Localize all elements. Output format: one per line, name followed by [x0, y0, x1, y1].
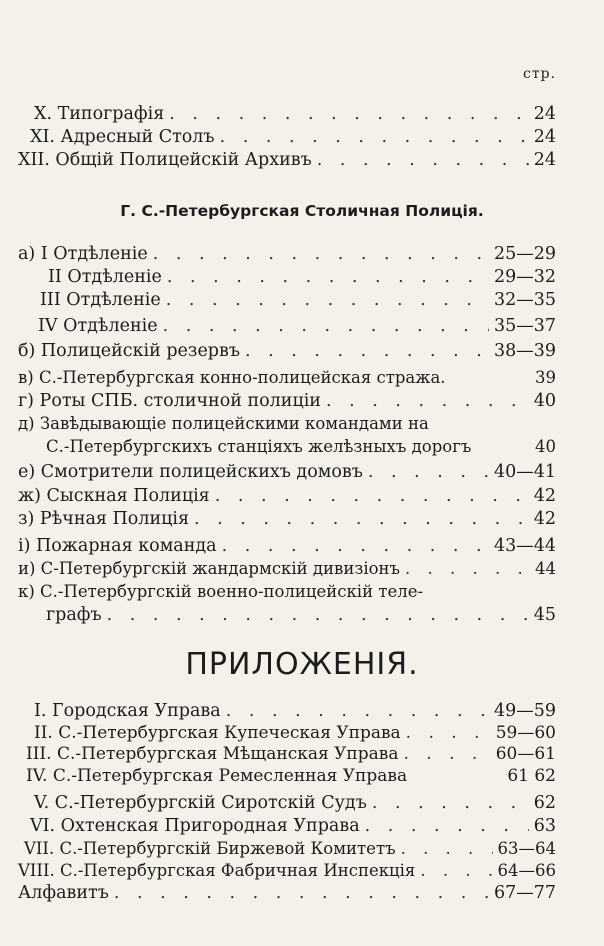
- toc-entry: [18, 126, 556, 148]
- leader-dots: [326, 390, 529, 412]
- entry-label: V. С.-Петербургскій Сиротскій Судъ: [34, 793, 367, 813]
- entry-page: 60—61: [495, 744, 556, 764]
- entry-page: 24: [533, 127, 556, 147]
- entry-page: 42: [533, 486, 556, 506]
- entry-label: графъ: [46, 605, 102, 625]
- entry-page: 45: [533, 605, 556, 625]
- leader-dots: [166, 289, 489, 311]
- entry-page: 42: [533, 509, 556, 529]
- entry-label: XI. Адресный Столъ: [30, 127, 215, 147]
- toc-entry: [18, 882, 556, 904]
- toc-entry: [18, 103, 556, 125]
- leader-dots: [245, 340, 489, 362]
- entry-page: 40: [535, 437, 556, 456]
- entry-label: VII. С.-Петербургскій Биржевой Комитетъ: [24, 839, 396, 858]
- entry-label: С.-Петербургскихъ станціяхъ желѣзныхъ дорогъ: [46, 437, 472, 456]
- leader-dots: [107, 604, 529, 626]
- entry-page: 29—32: [493, 267, 556, 287]
- toc-entry: [18, 436, 556, 458]
- entry-page: 62: [533, 793, 556, 813]
- leader-dots: [169, 103, 528, 125]
- toc-entry: [18, 792, 556, 814]
- leader-dots: [220, 126, 529, 148]
- leader-dots: [372, 792, 529, 814]
- toc-entry: [18, 743, 556, 765]
- leader-dots: [167, 266, 489, 288]
- entry-page: 40: [533, 391, 556, 411]
- entry-label: з) Рѣчная Полиція: [18, 509, 190, 529]
- entry-label: III. С.-Петербургская Мѣщанская Управа: [26, 744, 399, 764]
- toc-entry: [18, 485, 556, 507]
- toc-entry: [18, 149, 556, 171]
- entry-page: 40—41: [493, 462, 556, 482]
- toc-entry: [18, 535, 556, 557]
- toc-entry: [18, 508, 556, 530]
- entry-label: IV Отдѣленіе: [38, 316, 158, 336]
- entry-page: 64—66: [497, 861, 556, 880]
- toc-entry: [18, 243, 556, 265]
- toc-entry: [18, 315, 556, 337]
- toc-entry: [18, 289, 556, 311]
- leader-dots: [368, 461, 489, 483]
- entry-label: X. Типографія: [34, 104, 165, 124]
- entry-page: 32—35: [493, 290, 556, 310]
- leader-dots: [420, 860, 492, 882]
- toc-entry: [18, 367, 556, 389]
- toc-entry: [18, 722, 556, 744]
- entry-label: IV. С.-Петербургская Ремесленная Управа: [26, 766, 408, 786]
- entry-label: II Отдѣленіе: [48, 267, 162, 287]
- entry-page: 43—44: [493, 536, 556, 556]
- entry-page: 63: [533, 816, 556, 836]
- toc-entry: [18, 340, 556, 362]
- entry-page: 39: [535, 368, 556, 387]
- leader-dots: [222, 535, 489, 557]
- entry-label: д) Завѣдывающіе полицейскими командами на: [18, 414, 429, 433]
- entry-page: 63—64: [497, 839, 556, 858]
- leader-dots: [153, 243, 489, 265]
- toc-entry: [18, 860, 556, 882]
- entry-page: 25—29: [493, 244, 556, 264]
- leader-dots: [406, 722, 491, 744]
- entry-label: б) Полицейскій резервъ: [18, 341, 240, 361]
- entry-label: а) I Отдѣленіе: [18, 244, 148, 264]
- toc-entry: [18, 581, 556, 603]
- toc-entry: [18, 558, 556, 580]
- entry-page: 24: [533, 104, 556, 124]
- entry-page: 35—37: [493, 316, 556, 336]
- leader-dots: [194, 508, 529, 530]
- toc-entry: [18, 838, 556, 860]
- entry-label: III Отдѣленіе: [40, 290, 161, 310]
- leader-dots: [401, 838, 493, 860]
- leader-dots: [163, 315, 489, 337]
- entry-page: 59—60: [495, 723, 556, 743]
- entry-page: 38—39: [493, 341, 556, 361]
- appendix-heading: ПРИЛОЖЕНІЯ.: [185, 647, 419, 682]
- entry-label: і) Пожарная команда: [18, 536, 217, 556]
- entry-label: г) Роты СПБ. столичной полиціи: [18, 391, 321, 411]
- entry-label: Алфавитъ: [18, 883, 109, 903]
- entry-label: в) С.-Петербургская конно-полицейская стража.: [18, 368, 446, 387]
- toc-entry: [18, 413, 556, 435]
- entry-label: II. С.-Петербургская Купеческая Управа: [34, 723, 401, 743]
- toc-entry: [18, 765, 556, 787]
- entry-label: VI. Охтенская Пригородная Управа: [30, 816, 360, 836]
- leader-dots: [365, 815, 529, 837]
- leader-dots: [317, 149, 529, 171]
- leader-dots: [403, 743, 490, 765]
- leader-dots: [215, 485, 529, 507]
- entry-label: к) С.-Петербургскій военно-полицейскій теле-: [18, 582, 424, 601]
- entry-page: 49—59: [493, 701, 556, 721]
- entry-label: XII. Общій Полицейскій Архивъ: [18, 150, 312, 170]
- toc-entry: [18, 700, 556, 722]
- entry-label: е) Смотрители полицейскихъ домовъ: [18, 462, 363, 482]
- leader-dots: [405, 558, 530, 580]
- entry-page: 24: [533, 150, 556, 170]
- entry-label: VIII. С.-Петербургская Фабричная Инспекція: [18, 861, 416, 880]
- entry-page: 44: [535, 559, 556, 578]
- entry-page: 67—77: [493, 883, 556, 903]
- leader-dots: [226, 700, 489, 722]
- entry-label: ж) Сыскная Полиція: [18, 486, 210, 506]
- toc-entry: [18, 266, 556, 288]
- toc-entry: [18, 461, 556, 483]
- toc-entry: [18, 390, 556, 412]
- section-heading: Г. С.-Петербургская Столичная Полиція.: [120, 202, 484, 220]
- entry-label: и) С-Петербургскій жандармскій дивизіонъ: [18, 559, 401, 578]
- entry-label: I. Городская Управа: [34, 701, 221, 721]
- entry-page: 61 62: [507, 766, 556, 786]
- toc-entry: [18, 815, 556, 837]
- leader-dots: [114, 882, 489, 904]
- toc-entry: [18, 604, 556, 626]
- page-column-label: стр.: [523, 66, 556, 82]
